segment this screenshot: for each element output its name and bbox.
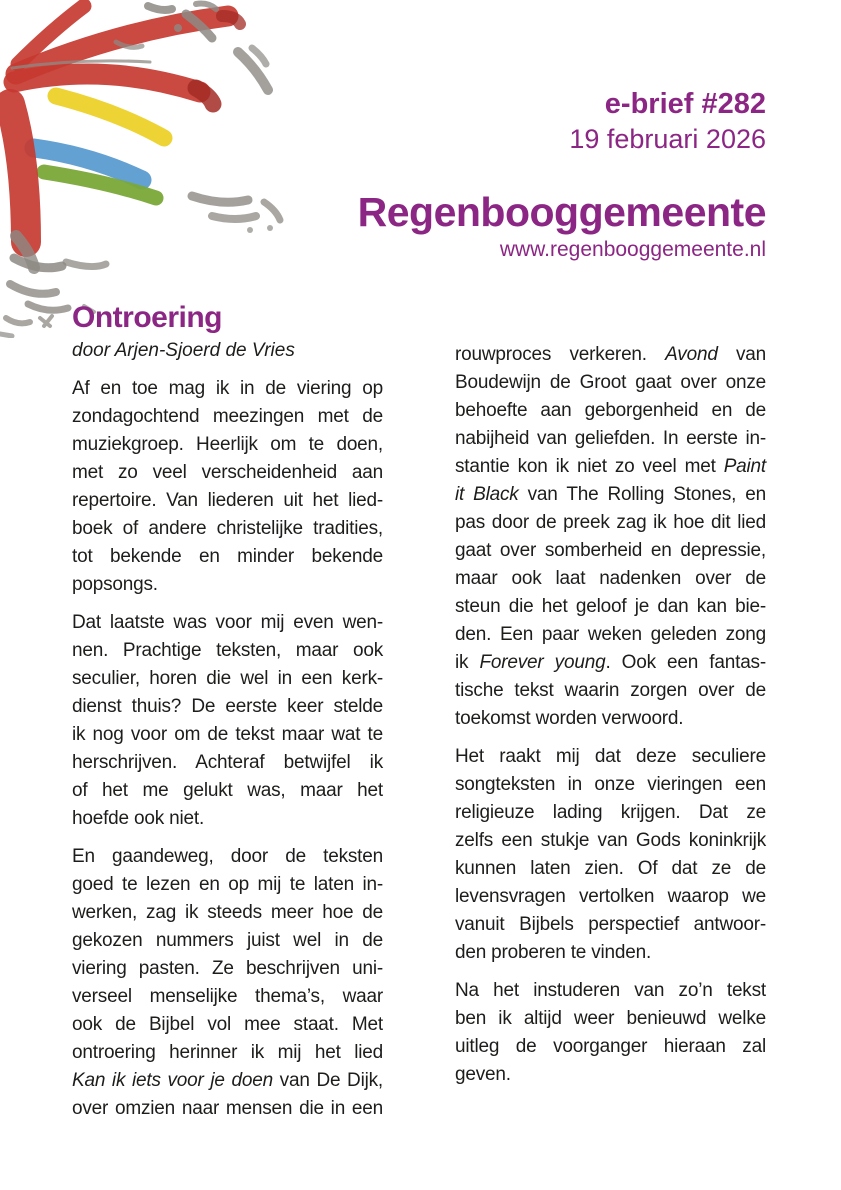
text-line: met zo veel verscheidenheid aan	[72, 462, 383, 483]
text-line: den proberen te vinden.	[455, 942, 652, 963]
text-line: Het raakt mij dat deze seculiere	[455, 746, 766, 767]
text-line: repertoire. Van liederen uit het lied-	[72, 490, 383, 511]
website-link[interactable]: www.regenbooggemeente.nl	[499, 238, 766, 261]
text-line: Af en toe mag ik in de viering op	[72, 378, 383, 399]
text-line: Dat laatste was voor mij even wen-	[72, 612, 383, 633]
text-line: rouwproces verkeren. Avond van	[455, 344, 766, 365]
text-line: zondagochtend meezingen met de	[72, 406, 383, 427]
text-line: nen. Prachtige teksten, maar ook	[72, 640, 383, 661]
text-line: religieuze lading krijgen. Dat ze	[455, 802, 766, 823]
issue-date: 19 februari 2026	[569, 124, 766, 154]
text-line: herschrijven. Achteraf betwijfel ik	[72, 752, 383, 773]
article	[72, 302, 766, 1133]
text-line: boek of andere christelijke tradities,	[72, 518, 383, 539]
article-paragraph	[455, 743, 766, 967]
text-line: toekomst worden verwoord.	[455, 708, 684, 729]
text-line: nabijheid van geliefden. In eerste in-	[455, 428, 766, 449]
text-line: muziekgroep. Heerlijk om te doen,	[72, 434, 383, 455]
article-column-right	[455, 302, 766, 1133]
text-line: of het me gelukt was, maar het	[72, 780, 383, 801]
text-line: ontroering herinner ik mij het lied	[72, 1042, 383, 1063]
text-line: vanuit Bijbels perspectief antwoor-	[455, 914, 766, 935]
article-paragraph	[455, 977, 766, 1089]
text-line: Boudewijn de Groot gaat over onze	[455, 372, 766, 393]
text-line: Na het instuderen van zo’n tekst	[455, 980, 766, 1001]
text-line: tische tekst waarin zorgen over de	[455, 680, 766, 701]
text-line: it Black van The Rolling Stones, en	[455, 484, 766, 505]
masthead	[358, 88, 766, 262]
text-line: tot bekende en minder bekende	[72, 546, 383, 567]
article-paragraph	[72, 843, 383, 1123]
text-line: viering pasten. Ze beschrijven uni-	[72, 958, 383, 979]
text-line: ik Forever young. Ook een fantas-	[455, 652, 766, 673]
text-line: zelfs een stukje van Gods koninkrijk	[455, 830, 766, 851]
text-line: maar ook laat nadenken over de	[455, 568, 766, 589]
text-line: verseel menselijke thema’s, waar	[72, 986, 383, 1007]
text-line: den. Een paar weken geleden zong	[455, 624, 766, 645]
article-title: Ontroering	[72, 301, 222, 334]
text-line: goed te lezen en op mij te laten in-	[72, 874, 383, 895]
text-line: levensvragen vertolken waarop we	[455, 886, 766, 907]
text-line: gaat over somberheid en depressie,	[455, 540, 766, 561]
article-column-left	[72, 302, 383, 1133]
text-line: over omzien naar mensen die in een	[72, 1098, 383, 1119]
butterfly-wing-logo	[0, 0, 298, 338]
text-line: dienst thuis? De eerste keer stelde	[72, 696, 383, 717]
text-line: popsongs.	[72, 574, 158, 595]
text-line: uitleg de voorganger hieraan zal	[455, 1036, 766, 1057]
text-line: gekozen nummers juist wel in de	[72, 930, 383, 951]
text-line: pas door de preek zag ik hoe dit lied	[455, 512, 766, 533]
text-line: werken, zag ik steeds meer hoe de	[72, 902, 383, 923]
text-line: ben ik altijd weer benieuwd welke	[455, 1008, 766, 1029]
text-line: geven.	[455, 1064, 511, 1085]
article-paragraphs-left	[72, 375, 383, 1123]
text-line: steun die het geloof je dan kan bie-	[455, 596, 766, 617]
article-paragraphs-right	[455, 341, 766, 1089]
article-paragraph	[72, 609, 383, 833]
brand-title: Regenbooggemeente	[357, 189, 766, 235]
text-line: En gaandeweg, door de teksten	[72, 846, 383, 867]
butterfly-wing-icon	[0, 0, 298, 338]
text-line: ook de Bijbel vol mee staat. Met	[72, 1014, 383, 1035]
issue-number: e-brief #282	[604, 88, 766, 120]
text-line: behoefte aan geborgenheid en de	[455, 400, 766, 421]
text-line: Kan ik iets voor je doen van De Dijk,	[72, 1070, 383, 1091]
article-byline: door Arjen-Sjoerd de Vries	[72, 340, 295, 361]
text-line: kunnen laten zien. Of dat ze de	[455, 858, 766, 879]
text-line: hoefde ook niet.	[72, 808, 205, 829]
text-line: songteksten in onze vieringen een	[455, 774, 766, 795]
text-line: stantie kon ik niet zo veel met Paint	[455, 456, 766, 477]
article-paragraph	[72, 375, 383, 599]
text-line: ik nog voor om de tekst maar wat te	[72, 724, 383, 745]
article-paragraph	[455, 341, 766, 733]
text-line: seculier, horen die wel in een kerk-	[72, 668, 383, 689]
